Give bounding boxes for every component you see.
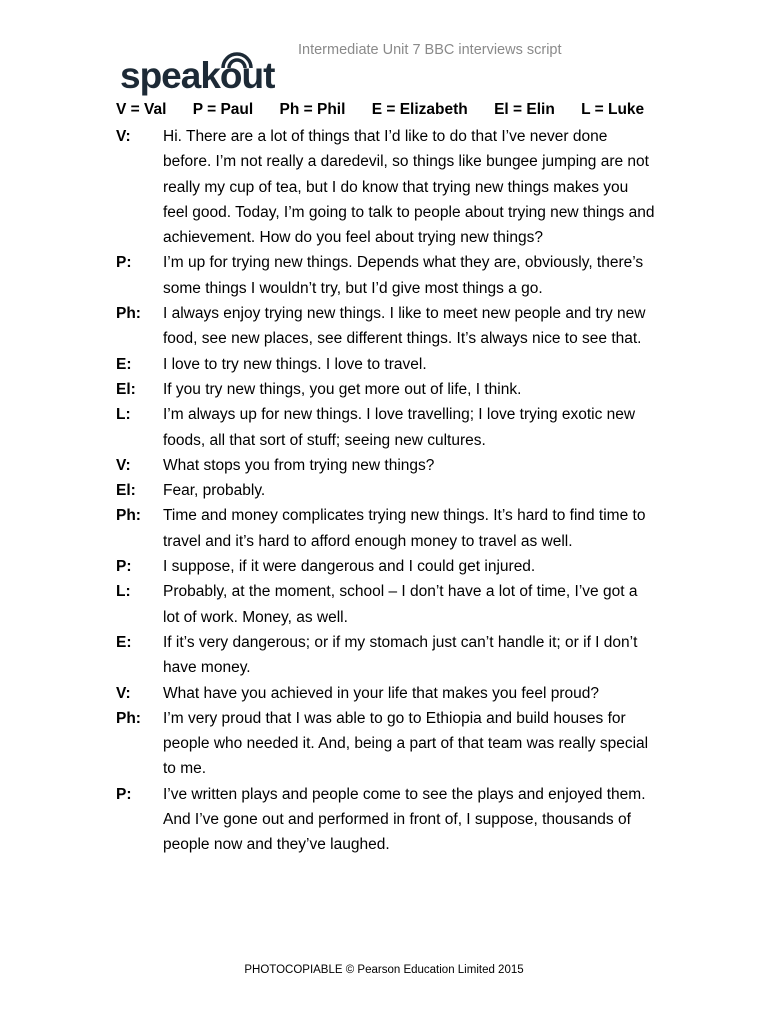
speaker-label: V: <box>116 684 131 702</box>
speaker-label: Ph: <box>116 305 141 323</box>
speaker-label: V: <box>116 128 131 145</box>
cast-item: V = Val <box>116 101 167 118</box>
speaker-label: V: <box>116 456 131 474</box>
spoken-line: If you try new things, you get more out of life, I think. <box>163 380 522 398</box>
speaker-label: E: <box>116 355 132 373</box>
cast-item: E = Elizabeth <box>371 101 468 118</box>
cast-item: El = Elin <box>494 101 555 118</box>
script-turn <box>116 554 656 579</box>
cast-item: P = Paul <box>192 101 254 118</box>
spoken-line: Hi. There are a lot of things that I’d like to do that I’ve never done before. I’m not really a daredevil, so things like bungee jumping are not really my cup of tea, but I do know that trying new things makes you feel good. Today, I’m going to talk to people about trying new things and achievement. How do you feel about trying new things? <box>163 128 655 247</box>
speaker-label: Ph: <box>116 709 141 727</box>
script-turn <box>116 706 656 782</box>
spoken-line: If it’s very dangerous; or if my stomach just can’t handle it; or if I don’t have money. <box>163 633 638 677</box>
cast-item: Ph = Phil <box>279 101 346 118</box>
spoken-line: I’m up for trying new things. Depends what they are, obviously, there’s some things I wouldn’t try, but I’d give most things a go. <box>163 254 644 297</box>
speaker-label: P: <box>116 558 132 576</box>
spoken-line: I always enjoy trying new things. I like to meet new people and try new food, see new places, see different things. It’s always nice to see that. <box>163 305 646 348</box>
spoken-line: Time and money complicates trying new things. It’s hard to find time to travel and it’s hard to afford enough money to travel as well. <box>163 507 646 550</box>
script-turn <box>116 503 656 554</box>
script-turn <box>116 478 656 503</box>
cast-item: L = Luke <box>581 101 645 118</box>
speaker-label: L: <box>116 583 131 601</box>
script-turn <box>116 377 656 402</box>
interview-script <box>116 124 656 858</box>
cast-list <box>116 101 666 119</box>
script-turn <box>116 124 656 250</box>
speaker-label: E: <box>116 633 132 651</box>
spoken-line: I suppose, if it were dangerous and I could get injured. <box>163 558 536 576</box>
spoken-line: I’m always up for new things. I love travelling; I love trying exotic new foods, all that sort of stuff; seeing new cultures. <box>163 406 636 449</box>
spoken-line: What stops you from trying new things? <box>163 456 435 474</box>
script-turn <box>116 453 656 478</box>
speakout-logo <box>120 48 290 100</box>
spoken-line: I’ve written plays and people come to see the plays and enjoyed them. And I’ve gone out and performed in front of, I suppose, thousands of people now and they’ve laughed. <box>163 785 646 854</box>
spoken-line: Probably, at the moment, school – I don’t have a lot of time, I’ve got a lot of work. Money, as well. <box>163 583 638 626</box>
speaker-label: P: <box>116 254 132 272</box>
copyright-footer: PHOTOCOPIABLE © Pearson Education Limited 2015 <box>244 964 524 976</box>
spoken-line: Fear, probably. <box>163 482 266 500</box>
logo-wordmark: speakout <box>120 55 275 96</box>
script-turn <box>116 402 656 453</box>
spoken-line: I’m very proud that I was able to go to Ethiopia and build houses for people who needed it. And, being a part of that team was really special to me. <box>163 709 649 778</box>
speaker-label: El: <box>116 482 136 500</box>
spoken-line: What have you achieved in your life that makes you feel proud? <box>163 684 599 702</box>
speaker-label: L: <box>116 406 131 424</box>
script-turn <box>116 301 656 352</box>
script-turn <box>116 681 656 706</box>
script-turn <box>116 782 656 858</box>
spoken-line: I love to try new things. I love to travel. <box>163 355 427 373</box>
speaker-label: P: <box>116 785 132 803</box>
script-turn <box>116 630 656 681</box>
speaker-label: Ph: <box>116 507 141 525</box>
document-title: Intermediate Unit 7 BBC interviews script <box>298 42 562 58</box>
script-turn <box>116 352 656 377</box>
speaker-label: El: <box>116 380 136 398</box>
script-turn <box>116 579 656 630</box>
script-turn <box>116 250 656 301</box>
